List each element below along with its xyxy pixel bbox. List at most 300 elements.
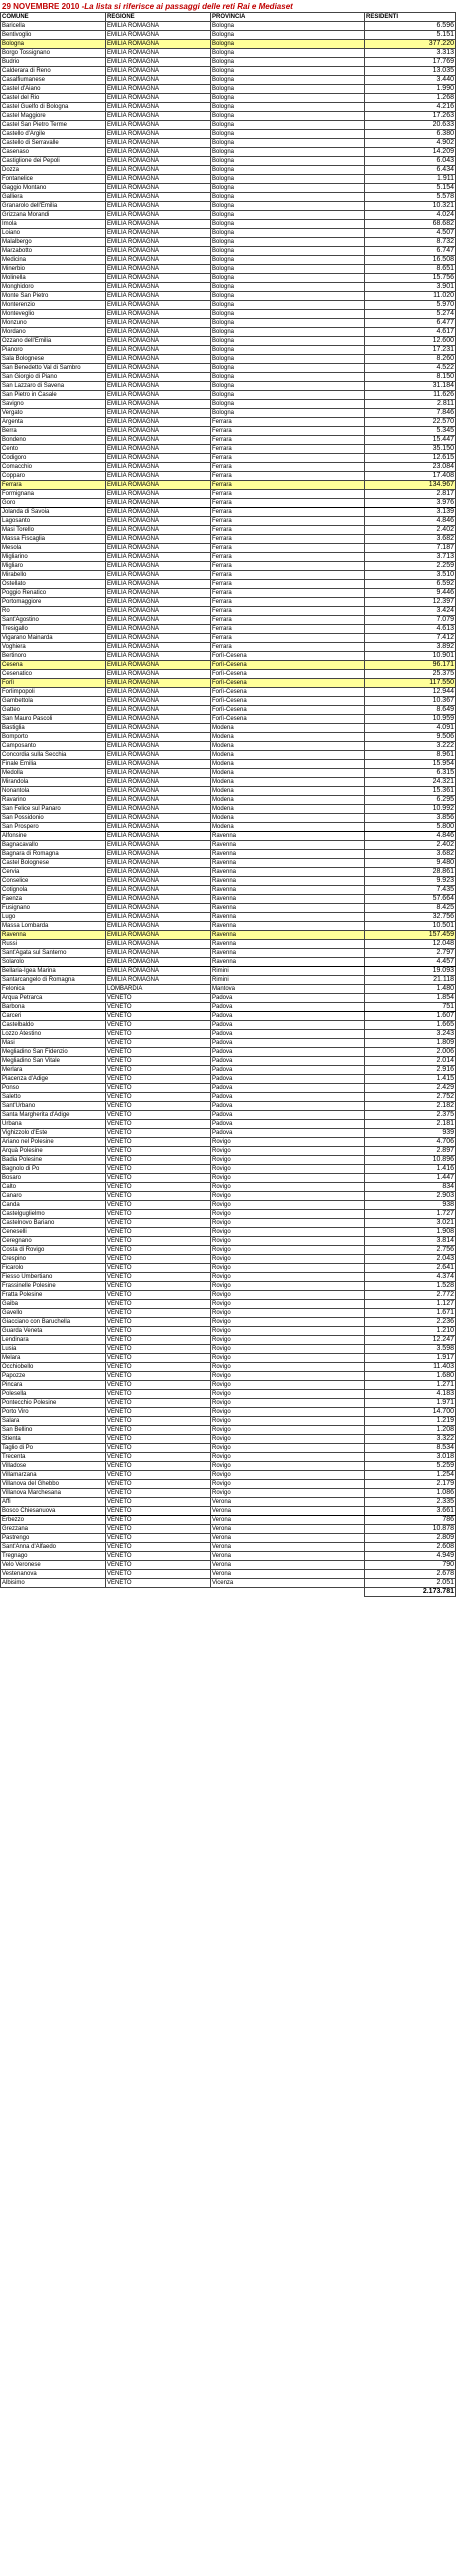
cell-residenti: 6.315 bbox=[365, 769, 456, 778]
cell-comune: Gaiba bbox=[1, 1300, 106, 1309]
table-row bbox=[1, 796, 456, 805]
table-row bbox=[1, 607, 456, 616]
cell-comune: Casenaso bbox=[1, 148, 106, 157]
cell-provincia: Bologna bbox=[211, 94, 365, 103]
table-row bbox=[1, 247, 456, 256]
cell-regione: EMILIA ROMAGNA bbox=[106, 283, 211, 292]
table-row bbox=[1, 949, 456, 958]
table-row bbox=[1, 85, 456, 94]
cell-residenti: 4.216 bbox=[365, 103, 456, 112]
cell-residenti: 22.570 bbox=[365, 418, 456, 427]
cell-comune: San Lazzaro di Savena bbox=[1, 382, 106, 391]
cell-provincia: Bologna bbox=[211, 328, 365, 337]
cell-comune: Megliadino San Fidenzio bbox=[1, 1048, 106, 1057]
cell-regione: EMILIA ROMAGNA bbox=[106, 832, 211, 841]
cell-provincia: Padova bbox=[211, 1066, 365, 1075]
cell-regione: EMILIA ROMAGNA bbox=[106, 850, 211, 859]
cell-comune: Calto bbox=[1, 1183, 106, 1192]
cell-provincia: Ferrara bbox=[211, 418, 365, 427]
table-row bbox=[1, 1246, 456, 1255]
cell-regione: EMILIA ROMAGNA bbox=[106, 49, 211, 58]
cell-residenti: 6.043 bbox=[365, 157, 456, 166]
cell-comune: Calderara di Reno bbox=[1, 67, 106, 76]
cell-regione: EMILIA ROMAGNA bbox=[106, 571, 211, 580]
cell-comune: Frassinelle Polesine bbox=[1, 1282, 106, 1291]
cell-regione: EMILIA ROMAGNA bbox=[106, 229, 211, 238]
cell-regione: EMILIA ROMAGNA bbox=[106, 391, 211, 400]
cell-residenti: 8.732 bbox=[365, 238, 456, 247]
cell-residenti: 834 bbox=[365, 1183, 456, 1192]
cell-provincia: Bologna bbox=[211, 346, 365, 355]
cell-regione: VENETO bbox=[106, 1183, 211, 1192]
cell-regione: VENETO bbox=[106, 1156, 211, 1165]
cell-comune: Molinella bbox=[1, 274, 106, 283]
cell-provincia: Ravenna bbox=[211, 958, 365, 967]
cell-regione: VENETO bbox=[106, 1516, 211, 1525]
cell-provincia: Bologna bbox=[211, 355, 365, 364]
cell-provincia: Rovigo bbox=[211, 1444, 365, 1453]
cell-comune: San Benedetto Val di Sambro bbox=[1, 364, 106, 373]
cell-comune: Trecenta bbox=[1, 1453, 106, 1462]
cell-regione: VENETO bbox=[106, 1273, 211, 1282]
cell-provincia: Rovigo bbox=[211, 1192, 365, 1201]
cell-comune: Taglio di Po bbox=[1, 1444, 106, 1453]
cell-comune: Bondeno bbox=[1, 436, 106, 445]
cell-regione: EMILIA ROMAGNA bbox=[106, 166, 211, 175]
cell-comune: Conselice bbox=[1, 877, 106, 886]
cell-residenti: 2.402 bbox=[365, 841, 456, 850]
cell-residenti: 21.118 bbox=[365, 976, 456, 985]
cell-comune: Sant'Agata sul Santerno bbox=[1, 949, 106, 958]
cell-residenti: 1.086 bbox=[365, 1489, 456, 1498]
table-row bbox=[1, 193, 456, 202]
cell-regione: VENETO bbox=[106, 1561, 211, 1570]
cell-comune: Nonantola bbox=[1, 787, 106, 796]
cell-regione: EMILIA ROMAGNA bbox=[106, 463, 211, 472]
cell-regione: VENETO bbox=[106, 1381, 211, 1390]
cell-comune: Lusia bbox=[1, 1345, 106, 1354]
cell-comune: Saletto bbox=[1, 1093, 106, 1102]
cell-comune: Sant'Agostino bbox=[1, 616, 106, 625]
table-row bbox=[1, 454, 456, 463]
cell-comune: Pontecchio Polesine bbox=[1, 1399, 106, 1408]
table-row bbox=[1, 1408, 456, 1417]
title-date: 29 NOVEMBRE 2010 bbox=[2, 2, 80, 11]
cell-regione: EMILIA ROMAGNA bbox=[106, 877, 211, 886]
cell-comune: Badia Polesine bbox=[1, 1156, 106, 1165]
cell-provincia: Padova bbox=[211, 1120, 365, 1129]
cell-regione: VENETO bbox=[106, 1444, 211, 1453]
cell-regione: EMILIA ROMAGNA bbox=[106, 661, 211, 670]
cell-comune: Urbana bbox=[1, 1120, 106, 1129]
cell-provincia: Bologna bbox=[211, 40, 365, 49]
cell-regione: VENETO bbox=[106, 1129, 211, 1138]
cell-residenti: 4.613 bbox=[365, 625, 456, 634]
cell-residenti: 12.247 bbox=[365, 1336, 456, 1345]
cell-comune: Bentivoglio bbox=[1, 31, 106, 40]
cell-residenti: 1.917 bbox=[365, 1354, 456, 1363]
table-row bbox=[1, 895, 456, 904]
cell-comune: San Pietro in Casale bbox=[1, 391, 106, 400]
cell-comune: Alfonsine bbox=[1, 832, 106, 841]
cell-comune: Sala Bolognese bbox=[1, 355, 106, 364]
cell-regione: EMILIA ROMAGNA bbox=[106, 481, 211, 490]
cell-provincia: Rovigo bbox=[211, 1345, 365, 1354]
cell-regione: EMILIA ROMAGNA bbox=[106, 274, 211, 283]
cell-regione: EMILIA ROMAGNA bbox=[106, 373, 211, 382]
table-row bbox=[1, 706, 456, 715]
cell-comune: Bosco Chiesanuova bbox=[1, 1507, 106, 1516]
cell-residenti: 2.897 bbox=[365, 1147, 456, 1156]
cell-provincia: Ravenna bbox=[211, 877, 365, 886]
cell-comune: Concordia sulla Secchia bbox=[1, 751, 106, 760]
cell-provincia: Bologna bbox=[211, 175, 365, 184]
page-title bbox=[2, 1, 293, 12]
table-row bbox=[1, 562, 456, 571]
cell-regione: VENETO bbox=[106, 1147, 211, 1156]
cell-regione: EMILIA ROMAGNA bbox=[106, 328, 211, 337]
cell-regione: VENETO bbox=[106, 1120, 211, 1129]
cell-residenti: 1.254 bbox=[365, 1471, 456, 1480]
cell-regione: EMILIA ROMAGNA bbox=[106, 886, 211, 895]
cell-residenti: 5.259 bbox=[365, 1462, 456, 1471]
table-row bbox=[1, 841, 456, 850]
cell-residenti: 1.480 bbox=[365, 985, 456, 994]
cell-provincia: Rovigo bbox=[211, 1327, 365, 1336]
cell-residenti: 15.361 bbox=[365, 787, 456, 796]
table-row bbox=[1, 364, 456, 373]
cell-regione: VENETO bbox=[106, 1570, 211, 1579]
cell-regione: EMILIA ROMAGNA bbox=[106, 940, 211, 949]
table-row bbox=[1, 400, 456, 409]
cell-residenti: 4.507 bbox=[365, 229, 456, 238]
cell-residenti: 2.375 bbox=[365, 1111, 456, 1120]
table-row bbox=[1, 1462, 456, 1471]
cell-comune: Giacciano con Baruchella bbox=[1, 1318, 106, 1327]
cell-residenti: 2.259 bbox=[365, 562, 456, 571]
cell-provincia: Ravenna bbox=[211, 913, 365, 922]
cell-residenti: 1.971 bbox=[365, 1399, 456, 1408]
table-row bbox=[1, 724, 456, 733]
cell-provincia: Ferrara bbox=[211, 607, 365, 616]
cell-comune: Lagosanto bbox=[1, 517, 106, 526]
cell-comune: Melara bbox=[1, 1354, 106, 1363]
cell-provincia: Ravenna bbox=[211, 859, 365, 868]
cell-comune: Porto Viro bbox=[1, 1408, 106, 1417]
cell-provincia: Ferrara bbox=[211, 427, 365, 436]
cell-residenti: 3.424 bbox=[365, 607, 456, 616]
cell-comune: Goro bbox=[1, 499, 106, 508]
table-row bbox=[1, 1156, 456, 1165]
cell-provincia: Ravenna bbox=[211, 904, 365, 913]
cell-comune: Minerbio bbox=[1, 265, 106, 274]
table-row bbox=[1, 1210, 456, 1219]
cell-comune: Fusignano bbox=[1, 904, 106, 913]
cell-provincia: Verona bbox=[211, 1561, 365, 1570]
cell-comune: Ceneselli bbox=[1, 1228, 106, 1237]
table-row bbox=[1, 580, 456, 589]
header-residenti: RESIDENTI bbox=[365, 13, 456, 22]
cell-comune: Marzabotto bbox=[1, 247, 106, 256]
cell-provincia: Modena bbox=[211, 778, 365, 787]
cell-residenti: 3.661 bbox=[365, 1507, 456, 1516]
cell-residenti: 8.425 bbox=[365, 904, 456, 913]
cell-comune: Grezzana bbox=[1, 1525, 106, 1534]
cell-comune: Bagnacavallo bbox=[1, 841, 106, 850]
cell-provincia: Forlì-Cesena bbox=[211, 670, 365, 679]
cell-comune: Comacchio bbox=[1, 463, 106, 472]
cell-regione: EMILIA ROMAGNA bbox=[106, 40, 211, 49]
table-row bbox=[1, 1435, 456, 1444]
cell-comune: Albisimo bbox=[1, 1579, 106, 1588]
table-row bbox=[1, 319, 456, 328]
cell-residenti: 4.846 bbox=[365, 832, 456, 841]
cell-comune: Bosaro bbox=[1, 1174, 106, 1183]
cell-regione: VENETO bbox=[106, 1543, 211, 1552]
cell-regione: EMILIA ROMAGNA bbox=[106, 778, 211, 787]
cell-provincia: Ferrara bbox=[211, 499, 365, 508]
cell-residenti: 1.809 bbox=[365, 1039, 456, 1048]
cell-residenti: 10.367 bbox=[365, 697, 456, 706]
cell-comune: Villanova del Ghebbo bbox=[1, 1480, 106, 1489]
cell-comune: Grizzana Morandi bbox=[1, 211, 106, 220]
municipalities-table bbox=[0, 12, 456, 1597]
cell-provincia: Rovigo bbox=[211, 1237, 365, 1246]
cell-regione: VENETO bbox=[106, 1390, 211, 1399]
cell-residenti: 4.374 bbox=[365, 1273, 456, 1282]
cell-residenti: 2.809 bbox=[365, 1534, 456, 1543]
cell-residenti: 1.447 bbox=[365, 1174, 456, 1183]
cell-provincia: Modena bbox=[211, 751, 365, 760]
cell-regione: EMILIA ROMAGNA bbox=[106, 976, 211, 985]
cell-regione: VENETO bbox=[106, 1093, 211, 1102]
cell-provincia: Rovigo bbox=[211, 1453, 365, 1462]
cell-provincia: Bologna bbox=[211, 256, 365, 265]
cell-residenti: 17.408 bbox=[365, 472, 456, 481]
cell-comune: Bologna bbox=[1, 40, 106, 49]
cell-regione: EMILIA ROMAGNA bbox=[106, 823, 211, 832]
cell-regione: EMILIA ROMAGNA bbox=[106, 112, 211, 121]
cell-comune: Arqua Petrarca bbox=[1, 994, 106, 1003]
table-row bbox=[1, 490, 456, 499]
table-row bbox=[1, 139, 456, 148]
cell-regione: EMILIA ROMAGNA bbox=[106, 742, 211, 751]
cell-provincia: Rovigo bbox=[211, 1291, 365, 1300]
cell-regione: VENETO bbox=[106, 1579, 211, 1588]
cell-provincia: Verona bbox=[211, 1507, 365, 1516]
cell-provincia: Rovigo bbox=[211, 1138, 365, 1147]
table-row bbox=[1, 499, 456, 508]
cell-residenti: 117.550 bbox=[365, 679, 456, 688]
table-row bbox=[1, 598, 456, 607]
cell-residenti: 3.243 bbox=[365, 1030, 456, 1039]
cell-residenti: 2.006 bbox=[365, 1048, 456, 1057]
table-row bbox=[1, 256, 456, 265]
cell-comune: Piacenza d'Adige bbox=[1, 1075, 106, 1084]
cell-residenti: 28.861 bbox=[365, 868, 456, 877]
cell-regione: VENETO bbox=[106, 1255, 211, 1264]
cell-regione: EMILIA ROMAGNA bbox=[106, 238, 211, 247]
cell-residenti: 5.274 bbox=[365, 310, 456, 319]
cell-residenti: 6.596 bbox=[365, 22, 456, 31]
cell-comune: Fratta Polesine bbox=[1, 1291, 106, 1300]
cell-provincia: Bologna bbox=[211, 31, 365, 40]
cell-residenti: 2.236 bbox=[365, 1318, 456, 1327]
cell-residenti: 3.682 bbox=[365, 850, 456, 859]
table-row bbox=[1, 1327, 456, 1336]
cell-provincia: Bologna bbox=[211, 400, 365, 409]
cell-regione: EMILIA ROMAGNA bbox=[106, 382, 211, 391]
table-row bbox=[1, 652, 456, 661]
cell-comune: Migliarino bbox=[1, 553, 106, 562]
cell-comune: Faenza bbox=[1, 895, 106, 904]
table-row bbox=[1, 355, 456, 364]
cell-regione: EMILIA ROMAGNA bbox=[106, 247, 211, 256]
cell-regione: EMILIA ROMAGNA bbox=[106, 22, 211, 31]
cell-comune: Erbezzo bbox=[1, 1516, 106, 1525]
cell-residenti: 4.024 bbox=[365, 211, 456, 220]
table-row bbox=[1, 1507, 456, 1516]
cell-regione: EMILIA ROMAGNA bbox=[106, 589, 211, 598]
cell-residenti: 1.727 bbox=[365, 1210, 456, 1219]
cell-residenti: 6.434 bbox=[365, 166, 456, 175]
cell-residenti: 15.954 bbox=[365, 760, 456, 769]
cell-residenti: 1.854 bbox=[365, 994, 456, 1003]
cell-comune: Velo Veronese bbox=[1, 1561, 106, 1570]
cell-provincia: Bologna bbox=[211, 22, 365, 31]
cell-regione: EMILIA ROMAGNA bbox=[106, 616, 211, 625]
cell-provincia: Bologna bbox=[211, 391, 365, 400]
table-row bbox=[1, 688, 456, 697]
cell-regione: EMILIA ROMAGNA bbox=[106, 265, 211, 274]
cell-residenti: 377.220 bbox=[365, 40, 456, 49]
table-row bbox=[1, 571, 456, 580]
total-spacer bbox=[106, 1588, 211, 1597]
table-row bbox=[1, 1093, 456, 1102]
table-row bbox=[1, 1165, 456, 1174]
cell-regione: EMILIA ROMAGNA bbox=[106, 526, 211, 535]
cell-provincia: Ferrara bbox=[211, 445, 365, 454]
table-header-row bbox=[1, 13, 456, 22]
cell-provincia: Bologna bbox=[211, 85, 365, 94]
table-row bbox=[1, 733, 456, 742]
total-spacer bbox=[211, 1588, 365, 1597]
table-row bbox=[1, 751, 456, 760]
table-row bbox=[1, 1381, 456, 1390]
cell-regione: VENETO bbox=[106, 1309, 211, 1318]
cell-comune: Castel Maggiore bbox=[1, 112, 106, 121]
cell-regione: EMILIA ROMAGNA bbox=[106, 508, 211, 517]
cell-residenti: 5.154 bbox=[365, 184, 456, 193]
cell-comune: Mirabello bbox=[1, 571, 106, 580]
cell-regione: EMILIA ROMAGNA bbox=[106, 445, 211, 454]
cell-comune: Medicina bbox=[1, 256, 106, 265]
cell-residenti: 3.976 bbox=[365, 499, 456, 508]
cell-regione: VENETO bbox=[106, 1327, 211, 1336]
cell-comune: Forlì bbox=[1, 679, 106, 688]
cell-residenti: 157.459 bbox=[365, 931, 456, 940]
cell-regione: EMILIA ROMAGNA bbox=[106, 688, 211, 697]
cell-provincia: Rovigo bbox=[211, 1183, 365, 1192]
cell-comune: Fiesso Umbertiano bbox=[1, 1273, 106, 1282]
cell-residenti: 3.510 bbox=[365, 571, 456, 580]
cell-residenti: 1.607 bbox=[365, 1012, 456, 1021]
cell-provincia: Modena bbox=[211, 769, 365, 778]
cell-provincia: Bologna bbox=[211, 373, 365, 382]
cell-residenti: 2.811 bbox=[365, 400, 456, 409]
table-row bbox=[1, 823, 456, 832]
cell-comune: San Prospero bbox=[1, 823, 106, 832]
cell-regione: EMILIA ROMAGNA bbox=[106, 949, 211, 958]
table-row bbox=[1, 1219, 456, 1228]
cell-provincia: Verona bbox=[211, 1534, 365, 1543]
cell-regione: VENETO bbox=[106, 1291, 211, 1300]
cell-provincia: Ravenna bbox=[211, 931, 365, 940]
cell-comune: Pianoro bbox=[1, 346, 106, 355]
cell-regione: VENETO bbox=[106, 1138, 211, 1147]
cell-comune: Castel Bolognese bbox=[1, 859, 106, 868]
cell-comune: Affi bbox=[1, 1498, 106, 1507]
cell-residenti: 1.210 bbox=[365, 1327, 456, 1336]
cell-provincia: Bologna bbox=[211, 193, 365, 202]
cell-comune: Castel d'Aiano bbox=[1, 85, 106, 94]
cell-comune: Masi bbox=[1, 1039, 106, 1048]
table-row bbox=[1, 931, 456, 940]
cell-comune: Ravenna bbox=[1, 931, 106, 940]
cell-regione: VENETO bbox=[106, 1426, 211, 1435]
cell-provincia: Forlì-Cesena bbox=[211, 697, 365, 706]
cell-comune: Crespino bbox=[1, 1255, 106, 1264]
cell-residenti: 1.268 bbox=[365, 94, 456, 103]
cell-provincia: Rovigo bbox=[211, 1309, 365, 1318]
cell-provincia: Ferrara bbox=[211, 616, 365, 625]
cell-residenti: 10.878 bbox=[365, 1525, 456, 1534]
cell-provincia: Ferrara bbox=[211, 535, 365, 544]
table-row bbox=[1, 67, 456, 76]
cell-comune: Formignana bbox=[1, 490, 106, 499]
cell-residenti: 3.139 bbox=[365, 508, 456, 517]
cell-regione: VENETO bbox=[106, 1165, 211, 1174]
table-row bbox=[1, 1111, 456, 1120]
cell-provincia: Padova bbox=[211, 1012, 365, 1021]
cell-residenti: 6.592 bbox=[365, 580, 456, 589]
cell-residenti: 3.892 bbox=[365, 643, 456, 652]
cell-provincia: Rovigo bbox=[211, 1219, 365, 1228]
cell-provincia: Modena bbox=[211, 823, 365, 832]
table-row bbox=[1, 283, 456, 292]
cell-comune: Ferrara bbox=[1, 481, 106, 490]
cell-residenti: 938 bbox=[365, 1201, 456, 1210]
cell-provincia: Ferrara bbox=[211, 508, 365, 517]
table-row bbox=[1, 301, 456, 310]
table-row bbox=[1, 868, 456, 877]
cell-provincia: Ferrara bbox=[211, 472, 365, 481]
cell-comune: Monzuno bbox=[1, 319, 106, 328]
cell-regione: VENETO bbox=[106, 1363, 211, 1372]
cell-regione: EMILIA ROMAGNA bbox=[106, 310, 211, 319]
cell-comune: Cotignola bbox=[1, 886, 106, 895]
cell-regione: EMILIA ROMAGNA bbox=[106, 202, 211, 211]
cell-provincia: Ravenna bbox=[211, 868, 365, 877]
cell-regione: VENETO bbox=[106, 1003, 211, 1012]
cell-provincia: Padova bbox=[211, 1003, 365, 1012]
cell-comune: Castel San Pietro Terme bbox=[1, 121, 106, 130]
cell-provincia: Verona bbox=[211, 1498, 365, 1507]
table-row bbox=[1, 1300, 456, 1309]
table-row bbox=[1, 1183, 456, 1192]
cell-regione: VENETO bbox=[106, 1372, 211, 1381]
table-row bbox=[1, 1291, 456, 1300]
